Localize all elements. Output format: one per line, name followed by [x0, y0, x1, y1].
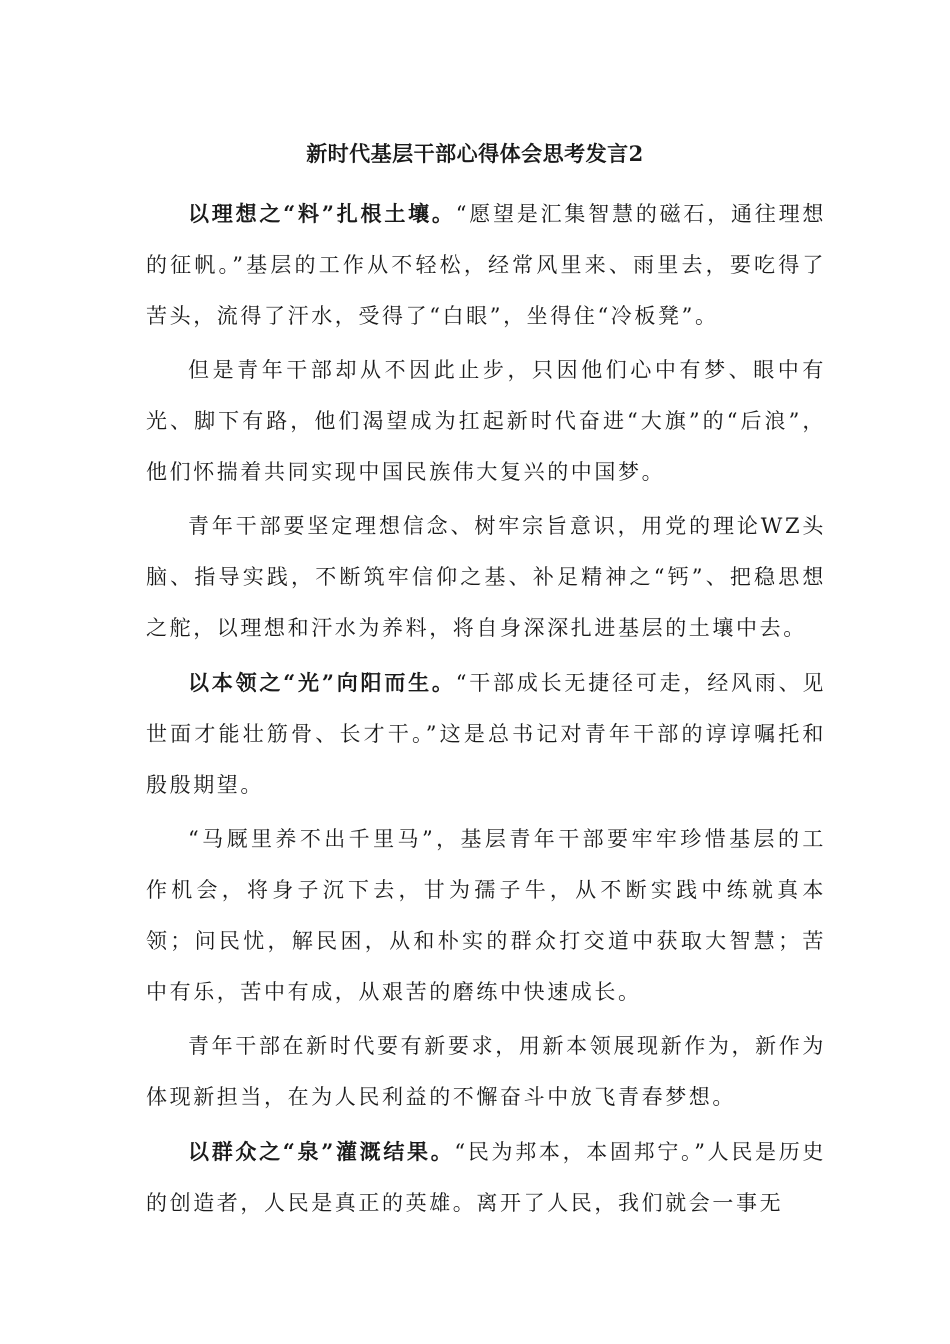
- paragraph-heading: 以本领之“光”向阳而生。: [188, 670, 456, 695]
- paragraph: [146, 657, 826, 811]
- document-body: [146, 188, 826, 1232]
- paragraph-text: “干部成长无捷径可走，经风雨、见世面才能壮筋骨、长才干。”这是总书记对青年干部的谆谆嘱托和殷殷期望。: [146, 671, 826, 797]
- document-title: 新时代基层干部心得体会思考发言2: [306, 141, 644, 166]
- paragraph: [146, 1126, 826, 1229]
- paragraph: [146, 1021, 826, 1123]
- paragraph-text: 青年干部要坚定理想信念、树牢宗旨意识，用党的理论WZ头脑、指导实践，不断筑牢信仰之基、补足精神之“钙”、把稳思想之舵，以理想和汗水为养料，将自身深深扎进基层的土壤中去。: [146, 514, 826, 640]
- paragraph-heading: 以群众之“泉”灌溉结果。: [188, 1139, 455, 1164]
- paragraph-text: 青年干部在新时代要有新要求，用新本领展现新作为，新作为体现新担当，在为人民利益的不懈奋斗中放飞青春梦想。: [146, 1034, 826, 1109]
- paragraph: [146, 814, 826, 1018]
- paragraph-text: “民为邦本，本固邦宁。”人民是历史的创造者，人民是真正的英雄。离开了人民，我们就会一事无: [146, 1140, 827, 1215]
- paragraph: [146, 345, 826, 498]
- paragraph-text: 但是青年干部却从不因此止步，只因他们心中有梦、眼中有光、脚下有路，他们渴望成为扛起新时代奋进“大旗”的“后浪”，他们怀揣着共同实现中国民族伟大复兴的中国梦。: [146, 358, 826, 484]
- paragraph-heading: 以理想之“料”扎根土壤。: [188, 201, 456, 226]
- paragraph: [146, 188, 826, 342]
- paragraph-text: “愿望是汇集智慧的磁石，通往理想的征帆。”基层的工作从不轻松，经常风里来、雨里去，要吃得了苦头，流得了汗水，受得了“白眼”，坐得住“冷板凳”。: [146, 202, 826, 328]
- paragraph-text: “马厩里养不出千里马”，基层青年干部要牢牢珍惜基层的工作机会，将身子沉下去，甘为孺子牛，从不断实践中练就真本领；问民忧，解民困，从和朴实的群众打交道中获取大智慧；苦中有乐，苦中有成，从艰苦的磨练中快速成长。: [146, 827, 826, 1004]
- paragraph: [146, 501, 826, 654]
